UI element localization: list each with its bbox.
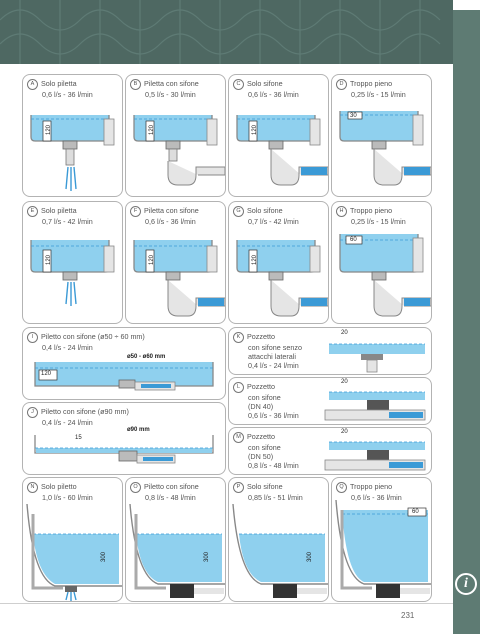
card-flow: 0,4 l/s - 24 l/min <box>42 418 93 427</box>
card-letter: G <box>233 206 244 217</box>
sink-diagram <box>126 202 226 324</box>
depth-label: 300 <box>101 551 108 563</box>
card-title: Troppo pieno <box>350 79 393 88</box>
depth-label: 20 <box>341 330 348 336</box>
card-letter: L <box>233 382 244 393</box>
depth-label: 60 <box>412 509 419 515</box>
card-flow: 0,7 l/s - 42 l/min <box>248 217 299 226</box>
card-flow: 0,6 l/s - 36 l/min <box>248 411 299 420</box>
depth-label: 120 <box>149 254 156 266</box>
card-title: Solo piletto <box>41 482 77 491</box>
card-flow: 0,8 l/s - 48 l/min <box>145 493 196 502</box>
header-banner <box>0 0 453 64</box>
drain-diagram <box>229 428 432 475</box>
depth-label: 120 <box>252 124 259 136</box>
pipe-diameter-label: ø90 mm <box>127 427 150 433</box>
card-n <box>22 477 123 602</box>
card-flow: 0,7 l/s - 42 l/min <box>42 217 93 226</box>
card-flow: 1,0 l/s - 60 l/min <box>42 493 93 502</box>
card-title: Solo sifone <box>247 482 283 491</box>
card-d <box>331 74 432 197</box>
sink-diagram <box>332 202 432 324</box>
side-bar <box>453 0 480 634</box>
card-i <box>22 327 226 400</box>
card-letter: M <box>233 432 244 443</box>
card-title-line-3: (DN 40) <box>248 402 274 411</box>
card-o <box>125 477 226 602</box>
depth-label: 120 <box>252 254 259 266</box>
depth-label: 120 <box>149 124 156 136</box>
card-title: Solo sifone <box>247 206 283 215</box>
depth-label: 20 <box>341 379 348 385</box>
card-flow: 0,5 l/s - 30 l/min <box>145 90 196 99</box>
card-title: Piletto con sifone (ø90 mm) <box>41 407 129 416</box>
card-title-line-1: Pozzetto <box>247 382 275 391</box>
tray-diagram <box>23 328 226 400</box>
drain-diagram <box>229 328 432 375</box>
bathtub-diagram <box>126 478 226 602</box>
tray-diagram <box>23 403 226 475</box>
depth-label: 120 <box>46 254 53 266</box>
sink-diagram <box>23 202 123 324</box>
depth-label: 120 <box>46 124 53 136</box>
bathtub-diagram <box>332 478 432 602</box>
card-k <box>228 327 432 375</box>
card-title-line-3: (DN 50) <box>248 452 274 461</box>
card-flow: 0,25 l/s - 15 l/min <box>351 90 406 99</box>
card-letter: C <box>233 79 244 90</box>
card-flow: 0,85 l/s - 51 l/min <box>248 493 303 502</box>
card-p <box>228 477 329 602</box>
card-title: Piletto con sifone <box>144 482 199 491</box>
card-q <box>331 477 432 602</box>
card-l <box>228 377 432 425</box>
info-icon[interactable]: i <box>455 573 477 595</box>
card-title: Troppo pieno <box>350 206 393 215</box>
card-title: Solo piletta <box>41 79 77 88</box>
card-letter: D <box>336 79 347 90</box>
card-flow: 0,8 l/s - 48 l/min <box>248 461 299 470</box>
side-bar-notch <box>453 0 480 10</box>
card-letter: Q <box>336 482 347 493</box>
card-letter: A <box>27 79 38 90</box>
card-g <box>228 201 329 324</box>
depth-label: 15 <box>75 435 82 441</box>
card-flow: 0,6 l/s - 36 l/min <box>248 90 299 99</box>
card-title: Solo sifone <box>247 79 283 88</box>
depth-label: 300 <box>204 551 211 563</box>
card-flow: 0,6 l/s - 36 l/min <box>145 217 196 226</box>
card-j <box>22 402 226 475</box>
card-title-line-1: Pozzetto <box>247 332 275 341</box>
card-letter: F <box>130 206 141 217</box>
card-a <box>22 74 123 197</box>
card-h <box>331 201 432 324</box>
card-letter: N <box>27 482 38 493</box>
card-letter: H <box>336 206 347 217</box>
card-flow: 0,6 l/s - 36 l/min <box>351 493 402 502</box>
card-title-line-2: con sifone senzo <box>248 343 302 352</box>
sink-diagram <box>126 75 226 197</box>
drain-diagram <box>229 378 432 425</box>
card-letter: B <box>130 79 141 90</box>
card-letter: E <box>27 206 38 217</box>
depth-label: 120 <box>41 371 52 377</box>
card-flow: 0,4 l/s - 24 l/min <box>42 343 93 352</box>
page-number: 231 <box>401 611 415 620</box>
card-title: Piletta con sifone <box>144 79 199 88</box>
sink-diagram <box>23 75 123 197</box>
card-c <box>228 74 329 197</box>
card-title: Solo piletta <box>41 206 77 215</box>
card-title-line-2: con sifone <box>248 443 281 452</box>
depth-label: 300 <box>307 551 314 563</box>
card-b <box>125 74 226 197</box>
card-title: Piletto con sifone (ø50 ÷ 60 mm) <box>41 332 145 341</box>
card-title: Piletta con sifone <box>144 206 199 215</box>
card-letter: P <box>233 482 244 493</box>
card-letter: O <box>130 482 141 493</box>
footer-rule <box>0 603 453 604</box>
card-letter: J <box>27 407 38 418</box>
card-flow: 0,6 l/s - 36 l/min <box>42 90 93 99</box>
card-flow: 0,4 l/s - 24 l/min <box>248 361 299 370</box>
bathtub-diagram <box>23 478 123 602</box>
card-title: Troppo pieno <box>350 482 393 491</box>
sink-diagram <box>332 75 432 197</box>
card-m <box>228 427 432 475</box>
card-title-line-3: attacchi laterali <box>248 352 296 361</box>
depth-label: 30 <box>350 113 357 119</box>
card-e <box>22 201 123 324</box>
card-title-line-1: Pozzetto <box>247 432 275 441</box>
bathtub-diagram <box>229 478 329 602</box>
card-letter: I <box>27 332 38 343</box>
banner-pattern <box>0 0 453 64</box>
card-flow: 0,25 l/s - 15 l/min <box>351 217 406 226</box>
sink-diagram <box>229 75 329 197</box>
pipe-diameter-label: ø50 - ø60 mm <box>127 354 166 360</box>
depth-label: 60 <box>350 237 357 243</box>
card-f <box>125 201 226 324</box>
card-letter: K <box>233 332 244 343</box>
sink-diagram <box>229 202 329 324</box>
depth-label: 20 <box>341 429 348 435</box>
card-title-line-2: con sifone <box>248 393 281 402</box>
